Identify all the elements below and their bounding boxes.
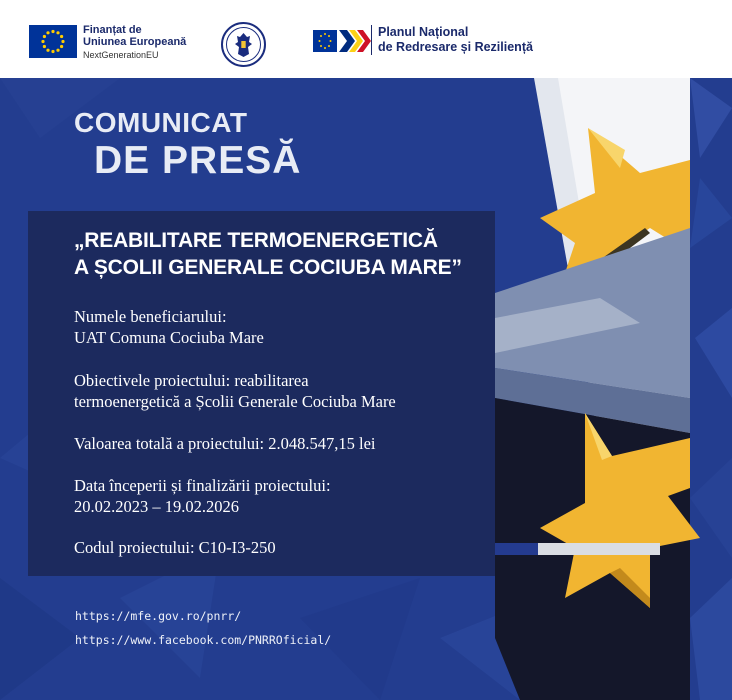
project-info-box: [28, 211, 495, 576]
press-release-title-line2: DE PRESĂ: [94, 139, 302, 182]
eu-flag-icon: [29, 25, 77, 58]
pnrr-flag-icon: [313, 24, 371, 58]
beneficiary-value: UAT Comuna Cociuba Mare: [74, 328, 264, 347]
facebook-link[interactable]: https://www.facebook.com/PNRROficial/: [75, 633, 332, 647]
dates-label: Data începerii și finalizării proiectului:: [74, 476, 331, 495]
pnrr-logo-line2: de Redresare și Reziliență: [378, 40, 533, 54]
website-link[interactable]: https://mfe.gov.ro/pnrr/: [75, 609, 242, 623]
press-release-title-line1: COMUNICAT: [74, 107, 248, 138]
project-title-line1: „REABILITARE TERMOENERGETICĂ: [74, 229, 438, 252]
government-seal-icon: [221, 22, 266, 67]
pnrr-logo-line1: Planul Național: [378, 25, 469, 39]
objectives-line1: Obiectivele proiectului: reabilitarea: [74, 371, 309, 390]
eu-logo-line3: NextGenerationEU: [83, 50, 159, 60]
eu-logo-line2: Uniunea Europeană: [83, 36, 187, 48]
logo-header: [0, 0, 732, 78]
press-release-banner: [0, 78, 732, 700]
pnrr-logo-text: [371, 25, 533, 55]
eu-logo-line1: Finanțat de: [83, 24, 142, 36]
eu-funding-logo-text: [83, 24, 193, 61]
project-title-line2: A ȘCOLII GENERALE COCIUBA MARE”: [74, 256, 462, 279]
beneficiary-label: Numele beneficiarului:: [74, 307, 227, 326]
project-code: Codul proiectului: C10-I3-250: [74, 538, 276, 557]
dates-value: 20.02.2023 – 19.02.2026: [74, 497, 239, 516]
project-title: [74, 227, 494, 281]
objectives-line2: termoenergetică a Școlii Generale Cociuba Mare: [74, 392, 396, 411]
total-value: Valoarea totală a proiectului: 2.048.547,15 lei: [74, 434, 376, 453]
